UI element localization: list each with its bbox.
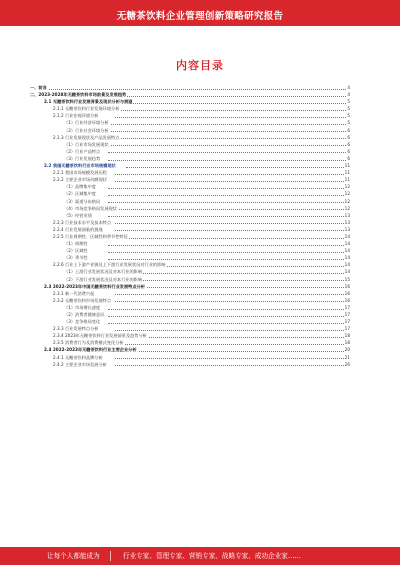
toc-entry-page: 4 (347, 85, 350, 90)
toc-entry[interactable] (30, 290, 350, 297)
toc-leader-dots (108, 131, 346, 132)
toc-entry[interactable] (30, 190, 350, 197)
toc-entry[interactable] (30, 84, 350, 91)
toc-entry[interactable] (30, 304, 350, 311)
toc-entry-page: 13 (344, 226, 350, 232)
toc-entry-title: （3）渠道分布格局 (64, 198, 101, 204)
toc-leader-dots (108, 145, 346, 146)
toc-entry-page: 6 (347, 141, 350, 147)
toc-leader-dots (126, 167, 346, 168)
toc-entry[interactable] (30, 247, 350, 254)
toc-entry-title: 2.2.2 主要企业市场份额现状 (53, 177, 107, 183)
toc-entry-page: 20 (344, 347, 350, 353)
toc-entry-title: 2.3.3 行业发展特点分析 (53, 326, 99, 332)
toc-entry-title: （2）行业产品特点 (64, 148, 101, 154)
toc-entry-page: 14 (344, 269, 350, 275)
toc-entry-page: 11 (344, 177, 350, 183)
toc-leader-dots (108, 323, 346, 324)
toc-entry[interactable] (30, 219, 350, 226)
toc-leader-dots (108, 316, 346, 317)
toc-leader-dots (115, 223, 346, 224)
toc-entry[interactable] (30, 127, 350, 134)
toc-entry-title: 一、前言 (30, 85, 47, 90)
toc-leader-dots (108, 209, 346, 210)
toc-entry[interactable] (30, 91, 350, 98)
toc-entry[interactable] (30, 112, 350, 119)
toc-entry-page: 5 (347, 113, 350, 119)
toc-entry-page: 13 (344, 219, 350, 225)
toc-leader-dots (115, 238, 346, 239)
toc-entry-page: 12 (344, 191, 350, 197)
toc-entry-title: （3）季节性 (64, 255, 88, 261)
toc-entry-page: 6 (347, 155, 350, 161)
toc-entry-title: 2.3 2022-2023年中国无糖茶饮料行业发展特点分析 (44, 283, 145, 289)
toc-entry-title: （1）市场增长速度 (64, 304, 101, 310)
toc-entry-page: 16 (344, 297, 350, 303)
toc-leader-dots (108, 245, 346, 246)
toc-entry-page: 15 (344, 276, 350, 282)
toc-entry-title: （2）行业社会环境分析 (64, 127, 109, 133)
toc-entry[interactable] (30, 297, 350, 304)
toc-entry-page: 4 (347, 92, 350, 98)
toc-leader-dots (44, 89, 346, 90)
toc-leader-dots (108, 160, 346, 161)
toc-entry[interactable] (30, 261, 350, 268)
toc-entry-title: （1）行业经济环境分析 (64, 120, 109, 126)
toc-entry-page: 18 (344, 333, 350, 339)
toc-entry-title: （3）行业发展趋势 (64, 155, 101, 161)
toc-entry-page: 17 (344, 304, 350, 310)
toc-leader-dots (108, 280, 346, 281)
toc-entry-title: 2.2.5 行业周期性、区域性和季节性特征 (53, 233, 128, 239)
toc-entry[interactable] (30, 354, 350, 361)
toc-entry-title: （1）行业市场发展现状 (64, 141, 109, 147)
toc-entry-page: 5 (347, 120, 350, 126)
toc-entry[interactable] (30, 339, 350, 346)
toc-entry-page: 14 (344, 262, 350, 268)
toc-entry-page: 16 (344, 290, 350, 296)
toc-entry[interactable] (30, 361, 350, 368)
toc-entry[interactable] (30, 332, 350, 339)
toc-entry-title: （2）区域集中度 (64, 191, 96, 197)
footer-divider (110, 551, 111, 561)
toc-entry[interactable] (30, 240, 350, 247)
toc-entry-title: 2.2.3 行业技术水平及技术特点 (53, 219, 112, 225)
toc-entry[interactable] (30, 325, 350, 332)
toc-entry-page: 26 (344, 361, 350, 367)
toc-entry-title: 2.4 2022-2023年无糖茶饮料行业主要企业分析 (44, 347, 137, 353)
toc-entry-title: 2.3.4 2023年无糖茶饮料行业发展前景及趋势分析 (53, 333, 147, 339)
toc-entry-page: 14 (344, 255, 350, 261)
toc-leader-dots (108, 309, 346, 310)
toc-entry[interactable] (30, 148, 350, 155)
toc-leader-dots (108, 202, 346, 203)
toc-leader-dots (126, 351, 346, 352)
toc-leader-dots (108, 259, 346, 260)
report-header-bar (0, 0, 400, 26)
toc-leader-dots (108, 152, 346, 153)
toc-entry-page: 17 (344, 326, 350, 332)
toc-entry-page: 16 (344, 283, 350, 289)
toc-entry-title: 2.3.2 无糖茶饮料市场发展特点 (53, 297, 112, 303)
toc-entry-title: （4）市场竞争格局发展现状 (64, 205, 117, 211)
toc-entry-title: 二、2023-2028年无糖茶饮料市场前景及发展趋势 (30, 92, 127, 98)
toc-entry[interactable] (30, 254, 350, 261)
toc-leader-dots (115, 174, 346, 175)
toc-entry[interactable] (30, 268, 350, 275)
toc-entry[interactable] (30, 98, 350, 105)
toc-leader-dots (108, 273, 346, 274)
toc-entry-page: 11 (344, 163, 350, 169)
toc-entry-title: （1）品牌集中度 (64, 184, 96, 190)
toc-leader-dots (108, 216, 346, 217)
toc-entry[interactable] (30, 346, 350, 353)
toc-leader-dots (115, 301, 346, 302)
toc-entry[interactable] (30, 141, 350, 148)
toc-entry-title: （2）消费者健康意识 (64, 312, 105, 317)
toc-entry-title: 2.2.1 我国市场规模发展历程 (53, 170, 107, 176)
toc-leader-dots (126, 103, 346, 104)
toc-entry-title: （3）竞争格局变化 (64, 319, 101, 325)
report-title: 无糖茶饮料企业管理创新策略研究报告 (116, 11, 284, 22)
toc-entry-title: （2）区域性 (64, 248, 88, 254)
toc-entry-title: 2.1.2 行业宏观环境分析 (53, 113, 99, 119)
toc-entry-page: 14 (344, 233, 350, 239)
toc-leader-dots (115, 365, 346, 366)
toc-entry-title: 2.3.1 新一代消费兴起 (53, 290, 95, 296)
toc-leader-dots (115, 330, 346, 331)
toc-entry-page: 11 (344, 170, 350, 176)
toc-entry-page: 12 (344, 184, 350, 190)
toc-entry-title: 2.2 我国无糖茶饮料行业市场规模现状 (44, 163, 116, 169)
toc-leader-dots (115, 358, 346, 359)
footer-slogan-left: 让每个人都能成为 (47, 552, 100, 560)
table-of-contents (30, 84, 350, 368)
toc-entry[interactable] (30, 183, 350, 190)
toc-leader-dots (115, 110, 346, 111)
footer-bar (0, 547, 400, 565)
toc-entry-title: （5）经营业绩 (64, 212, 92, 218)
toc-entry-page: 5 (347, 99, 350, 105)
toc-entry-page: 5 (347, 106, 350, 112)
toc-entry-title: （1）周期性 (64, 241, 88, 247)
toc-entry[interactable] (30, 318, 350, 325)
toc-entry-title: 2.1.1 无糖茶饮料行业发展环境分析 (53, 106, 120, 112)
toc-leader-dots (126, 287, 346, 288)
toc-entry-page: 13 (344, 212, 350, 218)
toc-entry-page: 14 (344, 241, 350, 247)
toc-entry-page: 12 (344, 198, 350, 204)
toc-entry[interactable] (30, 276, 350, 283)
toc-entry-title: 2.2.6 行业上下游产业链及上下游行业发展状况对行业的影响 (53, 262, 166, 268)
toc-entry-title: 2.3.5 消费者行为及消费模式变化分析 (53, 340, 124, 346)
toc-entry-page: 17 (344, 312, 350, 317)
toc-entry[interactable] (30, 233, 350, 240)
toc-entry[interactable] (30, 205, 350, 212)
toc-leader-dots (115, 344, 346, 345)
toc-leader-dots (115, 230, 346, 231)
toc-entry-page: 14 (344, 248, 350, 254)
toc-leader-dots (108, 124, 346, 125)
toc-leader-dots (115, 181, 346, 182)
toc-entry[interactable] (30, 198, 350, 205)
toc-entry-title: （1）上游行业发展状况及对本行业的影响 (64, 269, 143, 275)
toc-entry-title: 2.1 无糖茶饮料行业发展背景及现状分析与展望 (44, 99, 133, 105)
toc-entry[interactable] (30, 226, 350, 233)
toc-leader-dots (115, 138, 346, 139)
toc-leader-dots (115, 294, 346, 295)
toc-heading: 内容目录 (176, 59, 224, 72)
toc-entry-title: 2.4.2 主要企业市场发展分析 (53, 361, 107, 367)
toc-entry[interactable] (30, 155, 350, 162)
toc-entry[interactable] (30, 212, 350, 219)
toc-entry-title: 2.1.3 行业发展现状及产品发展特点 (53, 134, 120, 140)
toc-entry[interactable] (30, 134, 350, 141)
footer-slogan-right: 行业专家、管理专家、营销专家、战略专家、成功企业家…… (123, 552, 302, 560)
toc-entry[interactable] (30, 169, 350, 176)
toc-entry-title: 2.2.4 行业发展面临的挑战 (53, 226, 103, 232)
toc-entry-page: 6 (347, 148, 350, 154)
toc-leader-dots (115, 337, 346, 338)
toc-entry-title: （2）下游行业发展状况及对本行业的影响 (64, 276, 143, 282)
toc-entry-page: 6 (347, 127, 350, 133)
toc-entry[interactable] (30, 105, 350, 112)
toc-entry[interactable] (30, 162, 350, 169)
toc-leader-dots (115, 117, 346, 118)
toc-entry[interactable] (30, 311, 350, 318)
toc-leader-dots (108, 195, 346, 196)
toc-entry-page: 12 (344, 205, 350, 211)
toc-entry[interactable] (30, 283, 350, 290)
toc-entry[interactable] (30, 119, 350, 126)
toc-entry[interactable] (30, 176, 350, 183)
toc-leader-dots (108, 188, 346, 189)
toc-entry-page: 17 (344, 319, 350, 325)
toc-entry-page: 18 (344, 340, 350, 346)
toc-entry-title: 2.4.1 无糖茶饮料品牌分析 (53, 354, 103, 360)
toc-entry-page: 21 (344, 354, 350, 360)
toc-leader-dots (108, 252, 346, 253)
toc-entry-page: 6 (347, 134, 350, 140)
